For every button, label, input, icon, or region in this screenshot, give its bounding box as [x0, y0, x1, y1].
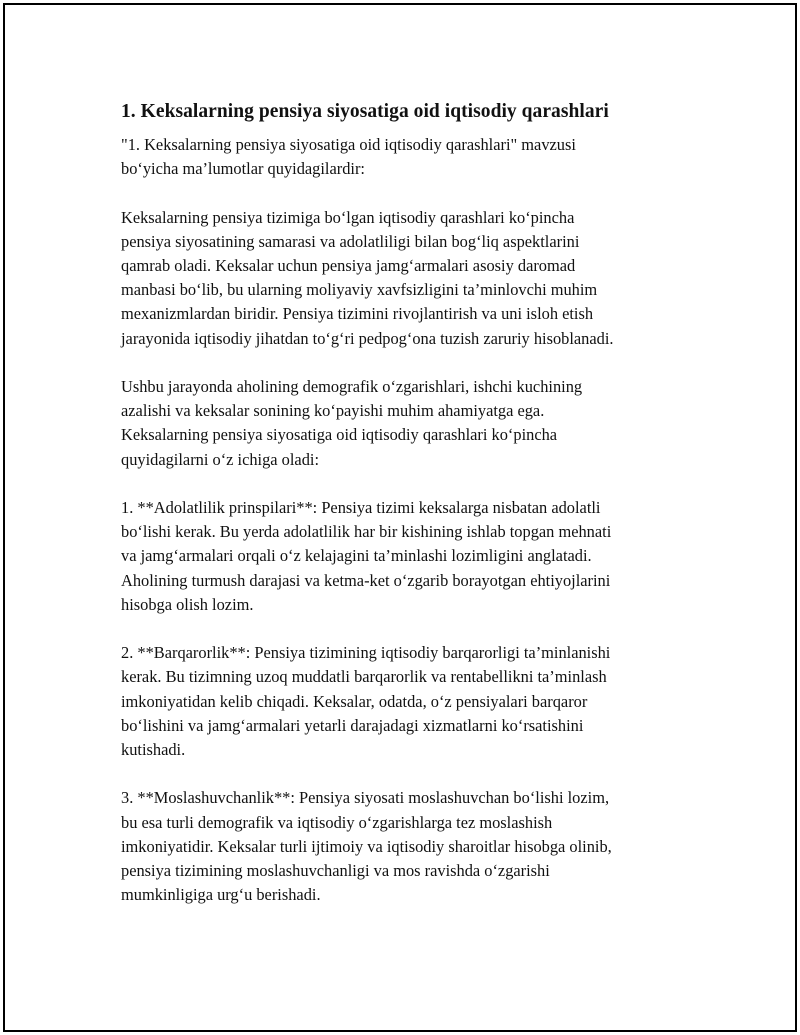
text-line: bo‘lishini va jamg‘armalari yetarli darajadagi xizmatlarni ko‘rsatishini: [121, 715, 584, 735]
text-line: pensiya siyosatining samarasi va adolatliligi bilan bog‘liq aspektlarini: [121, 231, 580, 251]
text-line: azalishi va keksalar sonining ko‘payishi muhim ahamiyatga ega.: [121, 401, 545, 421]
text-line: Keksalarning pensiya tizimiga bo‘lgan iqtisodiy qarashlari ko‘pincha: [121, 207, 575, 227]
text-line: hisobga olish lozim.: [121, 594, 254, 614]
text-line: 2. **Barqarorlik**: Pensiya tizimining iqtisodiy barqarorligi ta’minlanishi: [121, 643, 611, 663]
text-line: va jamg‘armalari orqali o‘z kelajagini ta’minlashi lozimligini anglatadi.: [121, 546, 592, 566]
paragraph-demography: [121, 375, 681, 472]
list-item-fairness: [121, 496, 681, 617]
text-line: kerak. Bu tizimning uzoq muddatli barqarorlik va rentabellikni ta’minlash: [121, 667, 607, 687]
text-line: 3. **Moslashuvchanlik**: Pensiya siyosati moslashuvchan bo‘lishi lozim,: [121, 788, 610, 808]
text-line: mumkinligiga urg‘u berishadi.: [121, 885, 321, 905]
text-line: "1. Keksalarning pensiya siyosatiga oid iqtisodiy qarashlari" mavzusi: [121, 135, 576, 154]
text-line: 1. **Adolatlilik prinspilari**: Pensiya tizimi keksalarga nisbatan adolatli: [121, 498, 601, 517]
text-line: pensiya tizimining moslashuvchanligi va mos ravishda o‘zgarishi: [121, 861, 550, 881]
text-line: Keksalarning pensiya siyosatiga oid iqtisodiy qarashlari ko‘pincha: [121, 425, 558, 445]
list-item-flexibility: [121, 786, 681, 907]
text-line: bo‘lishi kerak. Bu yerda adolatlilik har bir kishining ishlab topgan mehnati: [121, 522, 612, 542]
paragraph-overview: [121, 206, 681, 351]
text-line: qamrab oladi. Keksalar uchun pensiya jamg‘armalari asosiy daromad: [121, 256, 576, 275]
document-page: [3, 3, 797, 1032]
text-line: bu esa turli demografik va iqtisodiy o‘zgarishlarga tez moslashish: [121, 812, 553, 832]
text-line: imkoniyatidir. Keksalar turli ijtimoiy va iqtisodiy sharoitlar hisobga olinib,: [121, 836, 612, 856]
text-line: kutishadi.: [121, 740, 186, 760]
text-line: mexanizmlardan biridir. Pensiya tizimini rivojlantirish va uni isloh etish: [121, 304, 594, 324]
document-content: [121, 99, 681, 932]
text-line: jarayonida iqtisodiy jihatdan to‘g‘ri pedpog‘ona tuzish zaruriy hisoblanadi.: [121, 328, 614, 348]
paragraph-intro: [121, 133, 681, 181]
document-title: 1. Keksalarning pensiya siyosatiga oid iqtisodiy qarashlari: [121, 101, 609, 122]
list-item-stability: [121, 641, 681, 762]
text-line: imkoniyatidan kelib chiqadi. Keksalar, odatda, o‘z pensiyalari barqaror: [121, 691, 588, 711]
text-line: Ushbu jarayonda aholining demografik o‘zgarishlari, ishchi kuchining: [121, 377, 583, 396]
text-line: bo‘yicha ma’lumotlar quyidagilardir:: [121, 159, 365, 179]
text-line: manbasi bo‘lib, bu ularning moliyaviy xavfsizligini ta’minlovchi muhim: [121, 280, 598, 300]
text-line: Aholining turmush darajasi va ketma-ket o‘zgarib borayotgan ehtiyojlarini: [121, 570, 611, 590]
text-line: quyidagilarni o‘z ichiga oladi:: [121, 449, 319, 469]
